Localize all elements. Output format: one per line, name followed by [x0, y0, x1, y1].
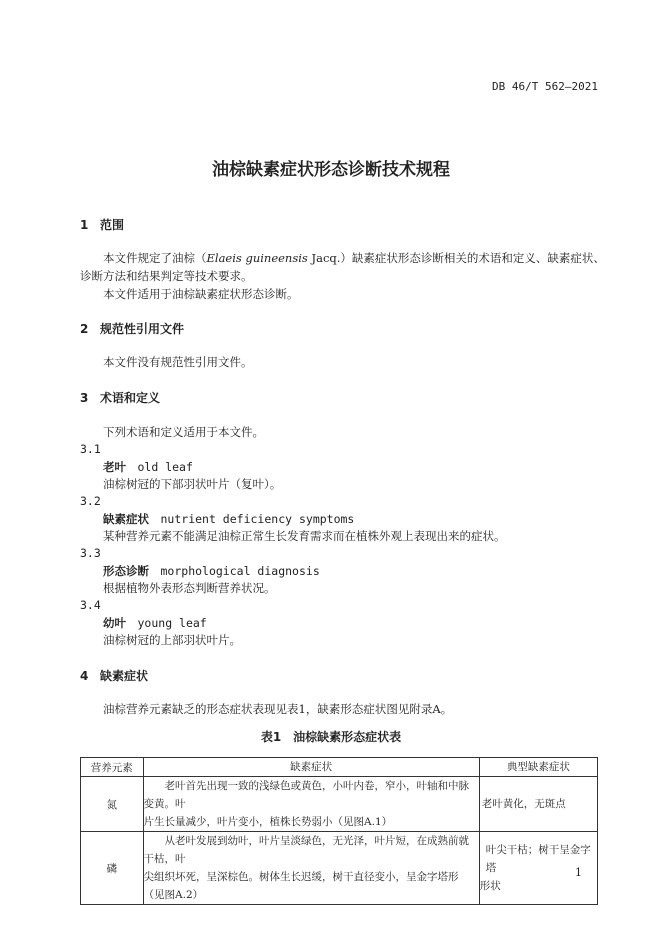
column-header: 缺素症状	[143, 758, 479, 777]
section-title: 范围	[100, 218, 125, 232]
table-header-row	[81, 758, 598, 777]
term-number: 3.2	[80, 494, 101, 508]
term-number: 3.4	[80, 598, 101, 612]
latin-name: Elaeis guineensis	[206, 251, 308, 265]
text-run: Jacq.）缺素症状形态诊断相关的术语和定义、缺素症状、	[307, 251, 605, 265]
section-1-heading	[80, 216, 124, 233]
cell-line: 形状	[479, 880, 501, 892]
term-definition: 根据植物外表形态判断营养状况。	[103, 581, 276, 595]
term-definition: 油棕树冠的下部羽状叶片（复叶）。	[103, 477, 282, 491]
term-en: young leaf	[137, 616, 207, 630]
section-1-paragraph-2: 本文件适用于油棕缺素症状形态诊断。	[103, 287, 299, 301]
section-title: 规范性引用文件	[100, 322, 185, 336]
column-header: 典型缺素症状	[479, 758, 597, 777]
symptom-cell	[143, 777, 479, 832]
term-number: 3.1	[80, 442, 101, 456]
section-1-paragraph-1-line-2: 诊断方法和结果判定等技术要求。	[80, 269, 253, 283]
document-title: 油棕缺素症状形态诊断技术规程	[212, 160, 450, 180]
term-zh: 幼叶	[103, 616, 126, 630]
cell-line: 从老叶发展到幼叶，叶片呈淡绿色，无光泽，叶片短，在成熟前就干枯，叶	[143, 835, 470, 865]
table-caption: 表1 油棕缺素形态症状表	[260, 730, 402, 744]
typical-cell	[479, 777, 597, 832]
cell-line: 老叶黄化，无斑点	[481, 798, 566, 810]
cell-line: 叶尖干枯；树干呈金字塔	[485, 844, 591, 874]
term-heading	[103, 563, 320, 579]
term-heading	[103, 615, 207, 631]
cell-line: 尖组织坏死，呈深棕色。树体生长迟缓，树干直径变小，呈金字塔形（见图A.2）	[143, 871, 459, 901]
symptom-cell	[143, 832, 479, 905]
symptom-table	[80, 757, 598, 905]
term-en: nutrient deficiency symptoms	[160, 512, 355, 526]
cell-line: 片生长量减少，叶片变小，植株长势弱小（见图A.1）	[143, 816, 393, 828]
term-en: old leaf	[137, 460, 193, 474]
cell-line: 老叶首先出现一致的浅绿色或黄色，小叶内卷，窄小，叶轴和中脉变黄。叶	[143, 780, 470, 810]
term-heading	[103, 459, 193, 475]
term-en: morphological diagnosis	[160, 564, 320, 578]
section-4-heading	[80, 667, 148, 684]
section-1-paragraph-1-line-1	[103, 250, 605, 266]
term-zh: 形态诊断	[103, 564, 149, 578]
section-2-heading	[80, 320, 184, 337]
term-number: 3.3	[80, 546, 101, 560]
page-number: 1	[575, 866, 582, 879]
section-title: 术语和定义	[100, 391, 161, 405]
term-zh: 老叶	[103, 460, 126, 474]
term-heading	[103, 511, 354, 527]
table-row	[81, 777, 598, 832]
section-3-intro: 下列术语和定义适用于本文件。	[103, 425, 264, 439]
section-number: 3	[80, 391, 89, 405]
section-number: 2	[80, 322, 89, 336]
term-definition: 油棕树冠的上部羽状叶片。	[103, 633, 241, 647]
section-title: 缺素症状	[100, 669, 149, 683]
table-row	[81, 832, 598, 905]
section-2-paragraph: 本文件没有规范性引用文件。	[103, 355, 253, 369]
column-header: 营养元素	[81, 758, 144, 777]
standard-number: DB 46/T 562—2021	[492, 80, 598, 93]
text-run: 本文件规定了油棕（	[103, 251, 207, 265]
section-number: 1	[80, 218, 89, 232]
term-definition: 某种营养元素不能满足油棕正常生长发育需求而在植株外观上表现出来的症状。	[103, 529, 506, 543]
element-cell: 磷	[81, 832, 144, 905]
section-number: 4	[80, 669, 89, 683]
element-cell: 氮	[81, 777, 144, 832]
section-4-paragraph: 油棕营养元素缺乏的形态症状表现见表1，缺素形态症状图见附录A。	[103, 702, 453, 716]
term-zh: 缺素症状	[103, 512, 149, 526]
section-3-heading	[80, 389, 160, 406]
